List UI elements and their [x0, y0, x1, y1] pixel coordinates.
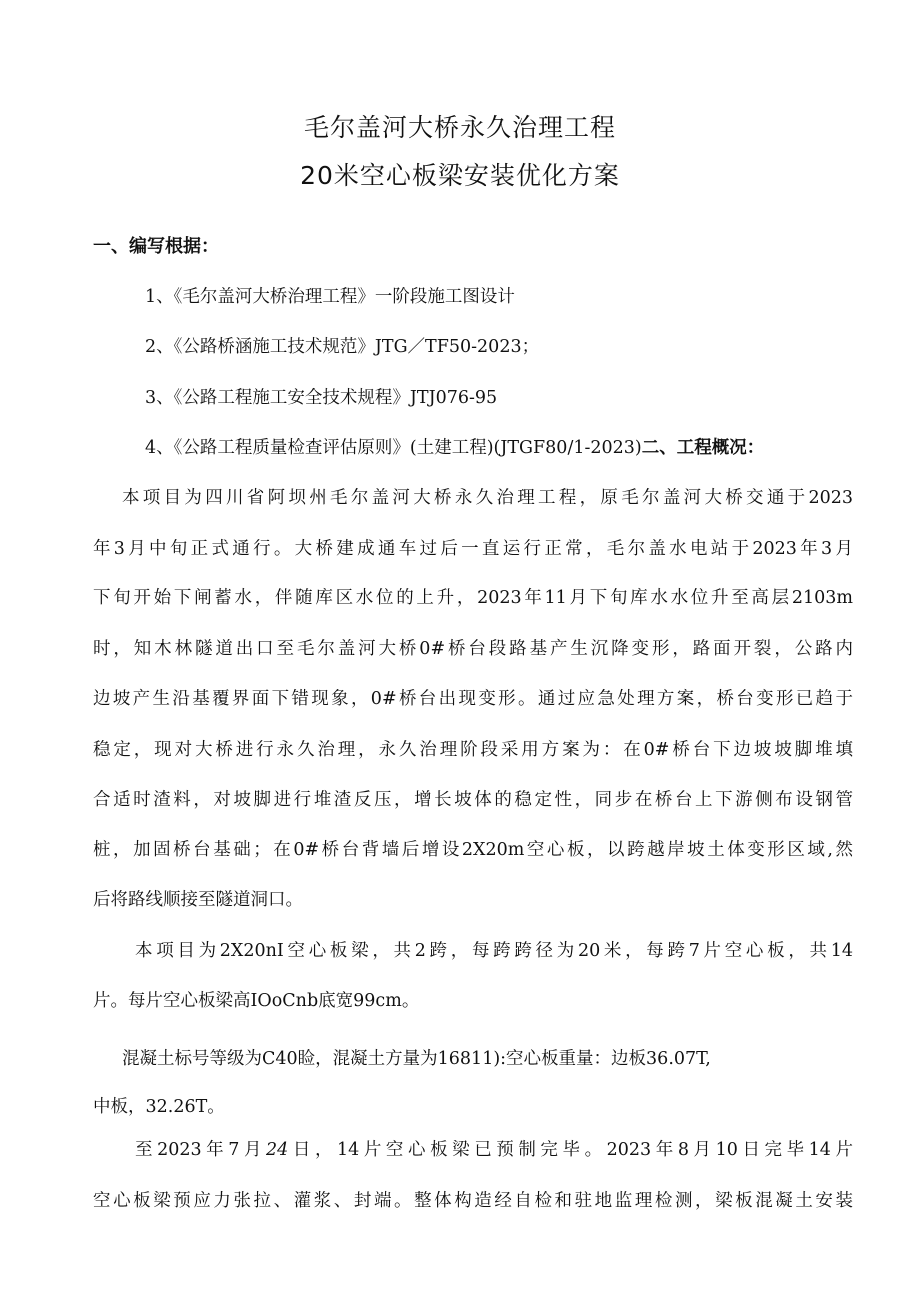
document-title: 毛尔盖河大桥永久治理工程	[303, 113, 616, 142]
paragraph-line: 空心板梁预应力张拉、灌浆、封端。整体构造经自检和驻地监理检测，梁板混凝土安装	[93, 1191, 853, 1211]
reference-item: 4、《公路工程质量检查评估原则》(土建工程)(JTGF80/1-2023)	[145, 438, 642, 458]
paragraph-line: 中板，32.26T。	[93, 1097, 225, 1117]
document-subtitle: 20米空心板梁安装优化方案	[300, 161, 620, 190]
reference-item: 3、《公路工程施工安全技术规程》JTJ076-95	[145, 388, 498, 408]
reference-item: 2、《公路桥涵施工技术规范》JTG／TF50-2023；	[145, 337, 540, 357]
paragraph-text: 日，14片空心板梁已预制完毕。2023年8月10日完毕14片	[288, 1140, 853, 1160]
paragraph-line: 桩，加固桥台基础；在0#桥台背墙后增设2X20m空心板，以跨越岸坡土体变形区域,然	[93, 840, 853, 860]
reference-item-with-heading	[145, 434, 764, 459]
paragraph-text-italic: 24	[266, 1140, 289, 1160]
paragraph-line: 本项目为四川省阿坝州毛尔盖河大桥永久治理工程，原毛尔盖河大桥交通于2023	[122, 488, 853, 508]
paragraph-line	[135, 1136, 853, 1161]
paragraph-line: 混凝土标号等级为C40睑，混凝土方量为16811):空心板重量：边板36.07T,	[122, 1049, 711, 1069]
paragraph-line: 年3月中旬正式通行。大桥建成通车过后一直运行正常，毛尔盖水电站于2023年3月	[93, 539, 853, 559]
paragraph-line: 稳定，现对大桥进行永久治理，永久治理阶段采用方案为：在0#桥台下边坡坡脚堆填	[93, 740, 853, 760]
paragraph-line: 时，知木林隧道出口至毛尔盖河大桥0#桥台段路基产生沉降变形，路面开裂，公路内	[93, 639, 853, 659]
paragraph-line: 本项目为2X20nI空心板梁，共2跨，每跨跨径为20米，每跨7片空心板，共14	[135, 941, 853, 961]
paragraph-line: 合适时渣料，对坡脚进行堆渣反压，增长坡体的稳定性，同步在桥台上下游侧布设钢管	[93, 790, 853, 810]
paragraph-text: 至2023年7月	[135, 1140, 267, 1160]
section-heading-basis: 一、编写根据：	[93, 236, 219, 257]
paragraph-line: 下旬开始下闸蓄水，伴随库区水位的上升，2023年11月下旬库水水位升至高层2103m	[93, 588, 853, 608]
section-heading-overview: 二、工程概况：	[641, 438, 765, 458]
paragraph-line: 边坡产生沿基覆界面下错现象，0#桥台出现变形。通过应急处理方案，桥台变形已趋于	[93, 689, 853, 709]
reference-item: 1、《毛尔盖河大桥治理工程》一阶段施工图设计	[145, 287, 515, 307]
paragraph-line: 后将路线顺接至隧道洞口。	[93, 890, 303, 910]
paragraph-line: 片。每片空心板梁高IOoCnb底宽99cm。	[93, 991, 420, 1011]
